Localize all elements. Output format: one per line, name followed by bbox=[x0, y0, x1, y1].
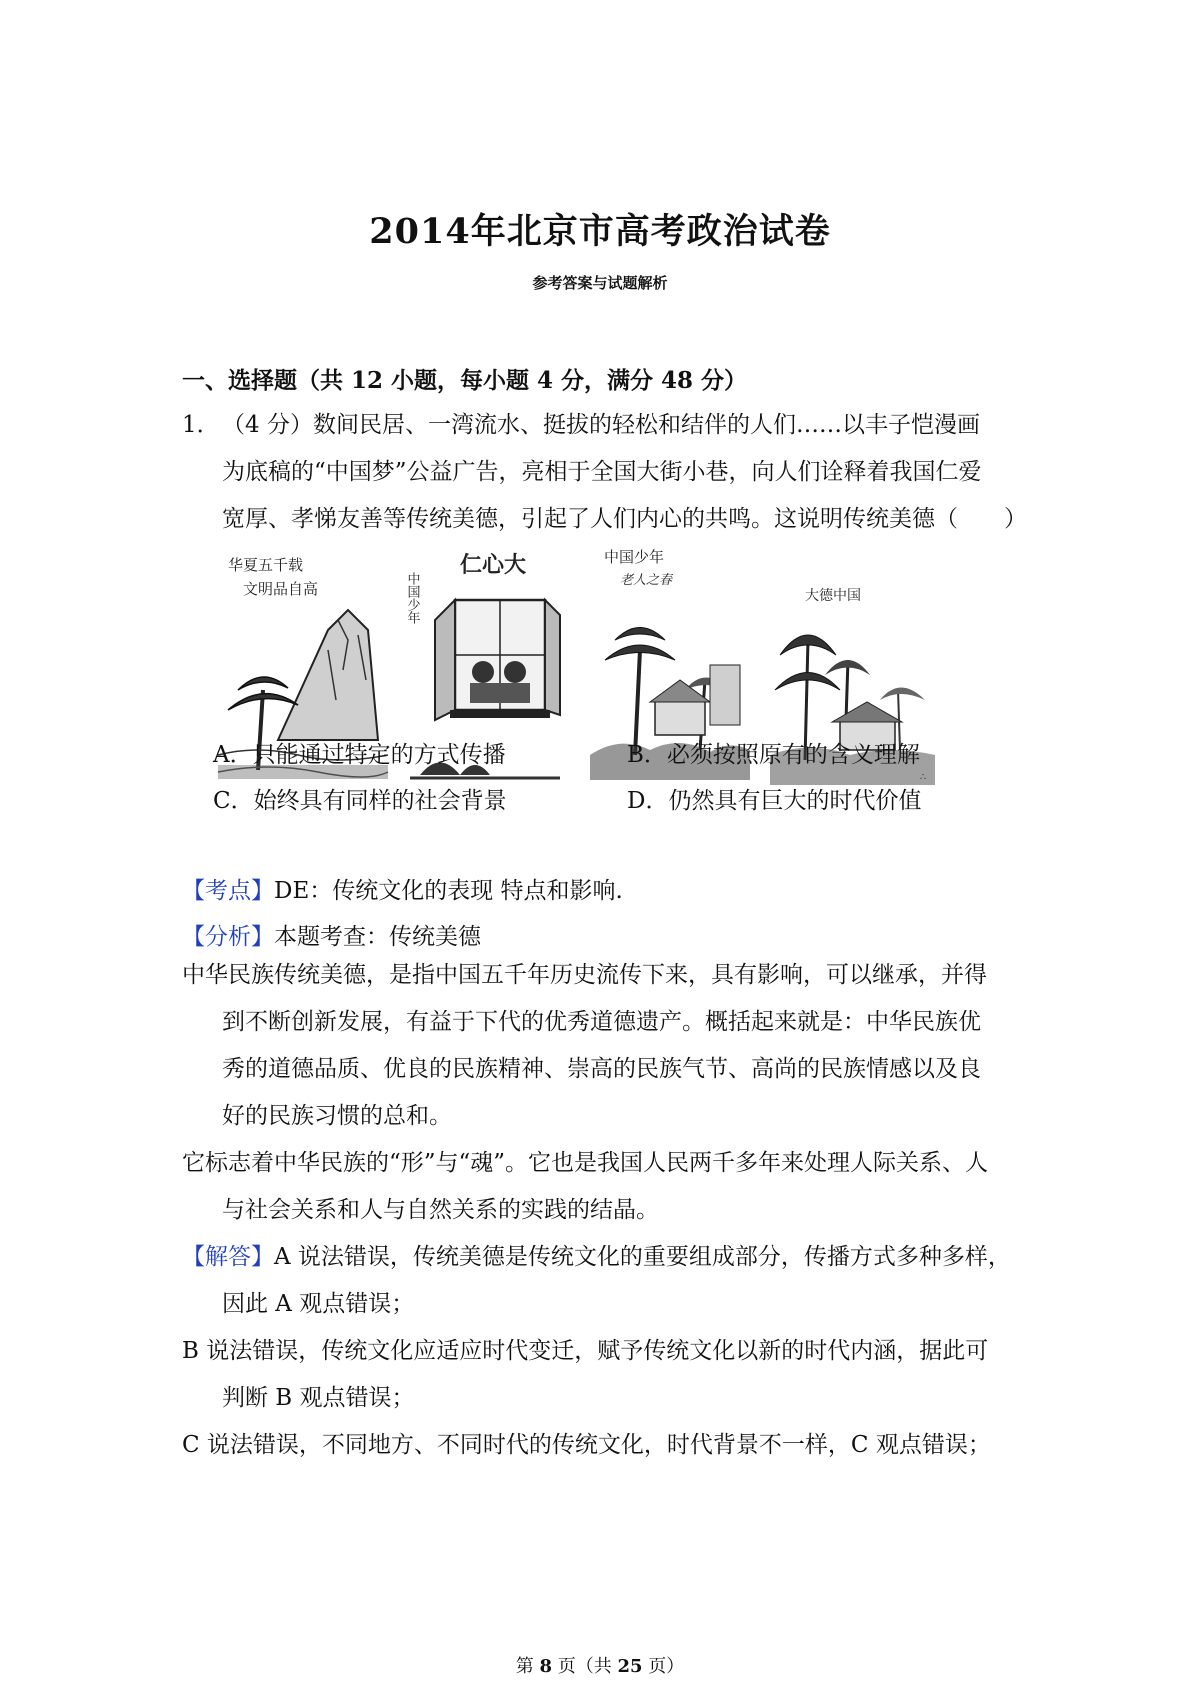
option-b: B．必须按照原有的含义理解 bbox=[627, 742, 920, 768]
b-paragraph bbox=[182, 1328, 988, 1422]
footer-prefix: 第 bbox=[515, 1656, 540, 1677]
panel-caption: 华夏五千载 bbox=[228, 556, 304, 574]
panel-caption: 大德中国 bbox=[805, 588, 861, 604]
analysis-paragraph-2 bbox=[182, 1140, 988, 1234]
paragraph-line: 与社会关系和人与自然关系的实践的结晶。 bbox=[222, 1197, 659, 1223]
jieda-text: A 说法错误，传统美德是传统文化的重要组成部分，传播方式多种多样， bbox=[274, 1244, 1011, 1270]
option-c: C．始终具有同样的社会背景 bbox=[213, 788, 507, 814]
question-stem bbox=[222, 402, 1072, 543]
page-total: 25 bbox=[617, 1656, 643, 1677]
paragraph-line: 秀的道德品质、优良的民族精神、崇高的民族气节、高尚的民族情感以及良 bbox=[222, 1056, 981, 1082]
kaodian-row bbox=[182, 872, 623, 905]
paragraph-line: C 说法错误，不同地方、不同时代的传统文化，时代背景不一样，C 观点错误； bbox=[182, 1432, 991, 1458]
panel-caption: 中国少年 bbox=[604, 548, 665, 566]
question-line: 为底稿的“中国梦”公益广告，亮相于全国大街小巷，向人们诠释着我国仁爱 bbox=[222, 459, 982, 485]
paragraph-line: 好的民族习惯的总和。 bbox=[222, 1103, 452, 1129]
panel-caption: 文明品自高 bbox=[243, 580, 319, 598]
paragraph-line: 它标志着中华民族的“形”与“魂”。它也是我国人民两千多年来处理人际关系、人 bbox=[182, 1150, 989, 1176]
fenxi-tag: 【分析】 bbox=[182, 924, 274, 950]
paragraph-line: B 说法错误，传统文化应适应时代变迁，赋予传统文化以新的时代内涵，据此可 bbox=[182, 1338, 989, 1364]
section-heading: 一、选择题（共 12 小题，每小题 4 分，满分 48 分） bbox=[182, 367, 748, 394]
svg-text:∴: ∴ bbox=[920, 772, 927, 783]
page-number: 8 bbox=[539, 1656, 552, 1677]
footer-suffix: 页） bbox=[642, 1656, 685, 1677]
option-a: A．只能通过特定的方式传播 bbox=[213, 742, 506, 768]
jieda-paragraph bbox=[182, 1234, 1011, 1328]
fenxi-text: 本题考查：传统美德 bbox=[274, 924, 481, 950]
panel-caption: 老人之春 bbox=[620, 573, 673, 588]
question-line: （4 分）数间民居、一湾流水、挺拔的轻松和结伴的人们……以丰子恺漫画 bbox=[222, 412, 980, 438]
paragraph-line bbox=[182, 1234, 1011, 1281]
paragraph-line: 中华民族传统美德，是指中国五千年历史流传下来，具有影响，可以继承，并得 bbox=[182, 962, 987, 988]
fenxi-row bbox=[182, 918, 481, 951]
question-number: 1． bbox=[182, 412, 220, 438]
kaodian-text: DE：传统文化的表现 特点和影响. bbox=[274, 878, 623, 904]
jieda-tag: 【解答】 bbox=[182, 1244, 274, 1270]
kaodian-tag: 【考点】 bbox=[182, 878, 274, 904]
panel-caption: 仁心大 bbox=[460, 553, 527, 578]
question-line: 宽厚、孝悌友善等传统美德，引起了人们内心的共鸣。这说明传统美德（ ） bbox=[222, 506, 1027, 532]
page-subtitle: 参考答案与试题解析 bbox=[532, 274, 668, 292]
paragraph-line: 到不断创新发展，有益于下代的优秀道德遗产。概括起来就是：中华民族优 bbox=[222, 1009, 981, 1035]
page-footer bbox=[0, 1652, 1200, 1678]
paragraph-line: 判断 B 观点错误； bbox=[222, 1385, 415, 1411]
page-title: 2014年北京市高考政治试卷 bbox=[369, 211, 831, 252]
panel-side-caption: 中国少年 bbox=[404, 572, 420, 624]
option-d: D．仍然具有巨大的时代价值 bbox=[627, 788, 922, 814]
footer-mid: 页（共 bbox=[552, 1656, 618, 1677]
paragraph-line: 因此 A 观点错误； bbox=[222, 1291, 415, 1317]
c-paragraph bbox=[182, 1422, 991, 1469]
analysis-paragraph-1 bbox=[182, 952, 987, 1140]
